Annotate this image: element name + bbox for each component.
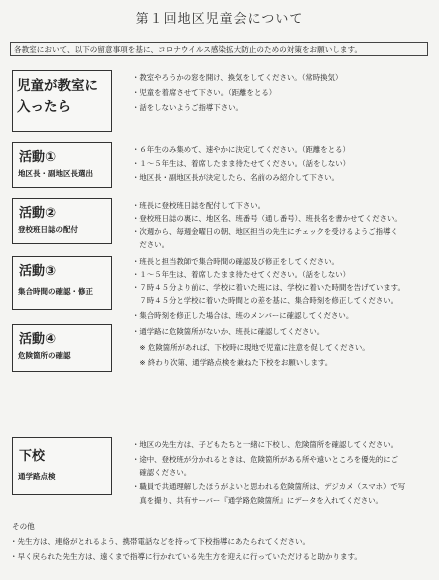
section-line: ・６年生のみ集めて、速やかに決定してください。（距離をとる）	[132, 145, 350, 154]
footer-line: ・早く戻られた先生方は、遠くまで指導に行かれている先生方を迎えに行っていただけると助かります。	[10, 552, 362, 561]
section-title: 活動②	[19, 206, 57, 221]
section-title: 活動④	[19, 332, 57, 347]
section-subtitle: 登校班日誌の配付	[18, 225, 78, 234]
section-subtitle: 集合時間の確認・修正	[18, 287, 93, 296]
section-line: ・地区長・副地区長が決定したら、名前のみ紹介して下さい。	[132, 173, 339, 182]
section-line: ・７時４５分より前に、学校に着いた班には、学校に着いた時間を告げています。	[132, 283, 405, 292]
section-line: ・班長と担当教師で集合時間の確認及び修正をしてください。	[132, 257, 339, 266]
section-title: 下校	[19, 449, 46, 464]
section-line: ・話をしないようご指導下さい。	[132, 103, 243, 112]
section-box-arrival	[12, 70, 112, 132]
intro-text: 各教室において、以下の留意事項を基に、コロナウイルス感染拡大防止のための対策をお願いします。	[10, 42, 428, 56]
footer-line: ・先生方は、連絡がとれるよう、携帯電話などを持って下校指導にあたられてください。	[10, 537, 310, 546]
section-line: ・１〜５年生は、着席したまま待たせてください。（話をしない）	[132, 270, 351, 279]
section-line: ・１〜５年生は、着席したまま待たせてください。（話をしない）	[132, 159, 351, 168]
section-title: 活動①	[19, 150, 57, 165]
section-title: 児童が教室に入ったら	[17, 78, 98, 115]
page-title: 第１回地区児童会について	[135, 12, 304, 27]
section-line: ・次週から、毎週金曜日の朝、地区担当の先生にチェックを受けるようご指導く	[132, 227, 398, 236]
section-title: 活動③	[19, 264, 57, 279]
section-line: ・児童を着席させて下さい。（距離をとる）	[132, 88, 277, 97]
section-line: ・教室やろうかの窓を開け、換気をしてください。（常時換気）	[132, 73, 343, 82]
section-line: ・職員で共通理解したほうがよいと思われる危険箇所は、デジカメ（スマホ）で写	[132, 482, 406, 491]
section-box-dismissal	[12, 437, 112, 495]
section-line: ※ 終わり次第、通学路点検を兼ねた下校をお願いします。	[132, 358, 333, 367]
section-line: 確認ください。	[132, 468, 192, 477]
section-box-activity-2	[12, 198, 112, 244]
section-line: ※ 危険箇所があれば、下校時に現地で児童に注意を促してください。	[132, 343, 370, 352]
section-subtitle: 地区長・副地区長選出	[18, 169, 93, 178]
section-box-activity-1	[12, 142, 112, 188]
section-line: ・通学路に危険箇所がないか、班長に確認してください。	[132, 327, 325, 336]
section-line: ・登校班日誌の裏に、地区名、班番号（通し番号）、班長名を書かせてください。	[132, 214, 402, 223]
section-line: ・地区の先生方は、子どもたちと一緒に下校し、危険箇所を確認してください。	[132, 440, 399, 449]
section-line: 真を撮り、共有サーバー『通学路危険箇所』にデータを入れてください。	[132, 496, 383, 505]
section-subtitle: 通学路点検	[18, 472, 56, 481]
footer-heading: その他	[12, 522, 35, 531]
section-line: ・途中、登校班が分かれるときは、危険箇所がある所や遠いところを優先的にご	[132, 455, 399, 464]
section-subtitle: 危険箇所の確認	[18, 351, 71, 360]
section-line: ・班長に登校班日誌を配付して下さい。	[132, 201, 266, 210]
section-box-activity-3	[12, 256, 112, 310]
section-line: ７時４５分と学校に着いた時間との差を基に、集合時刻を修正してください。	[132, 296, 399, 305]
section-box-activity-4	[12, 324, 112, 372]
section-line: ださい。	[132, 240, 169, 249]
section-line: ・集合時刻を修正した場合は、班のメンバーに確認してください。	[132, 311, 354, 320]
